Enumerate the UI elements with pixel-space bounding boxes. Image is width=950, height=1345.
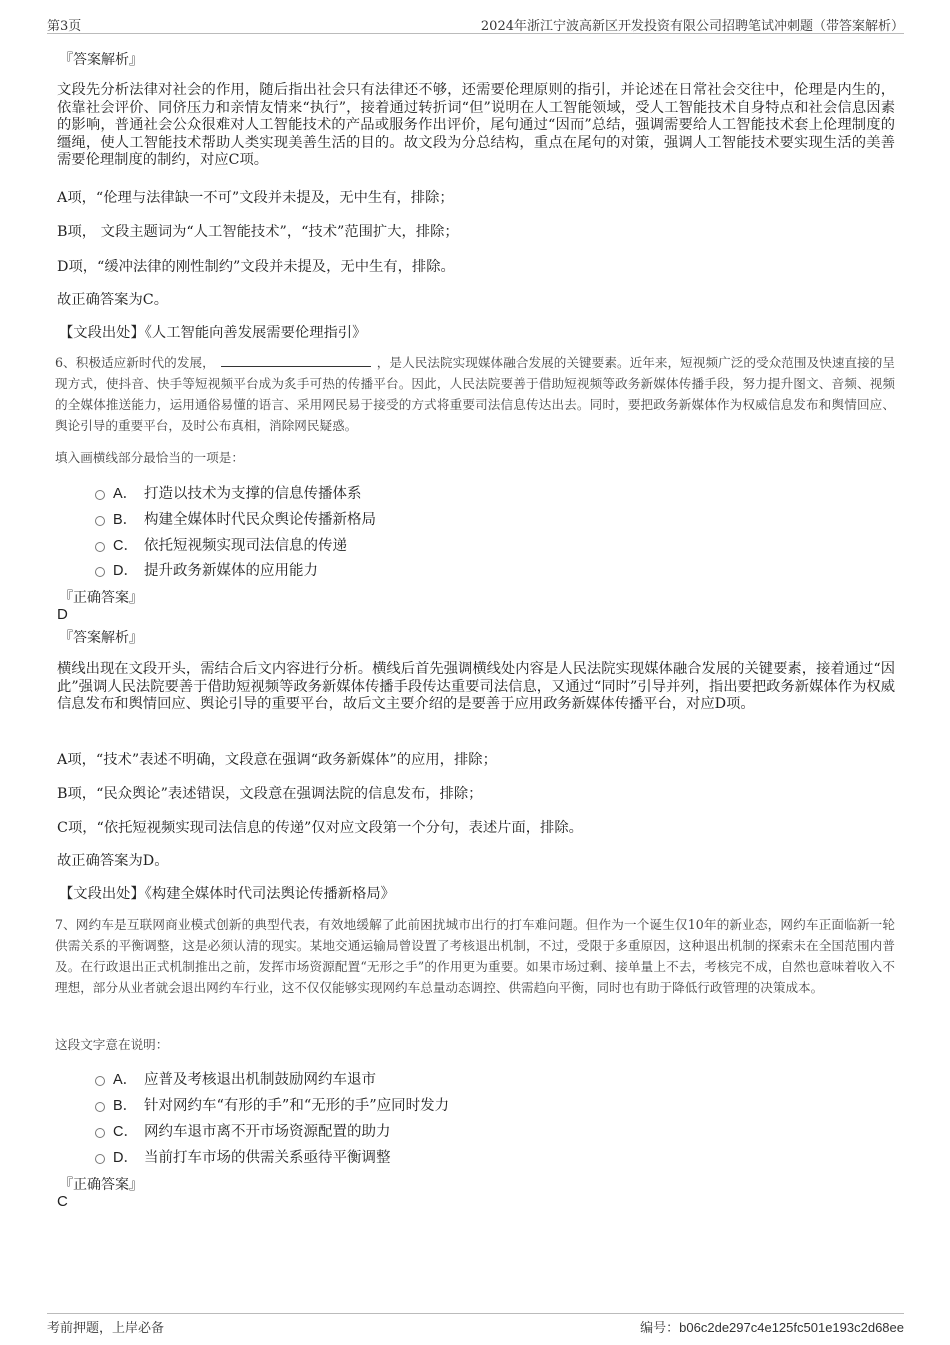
q6-text-before: 6、积极适应新时代的发展， bbox=[55, 355, 215, 370]
q7-option-d[interactable]: D． 当前打车市场的供需关系亟待平衡调整 bbox=[95, 1146, 391, 1167]
q6-option-c[interactable]: C． 依托短视频实现司法信息的传递 bbox=[95, 534, 347, 555]
q6-analysis-label: 『答案解析』 bbox=[59, 630, 143, 646]
q7-prompt: 这段文字意在说明： bbox=[55, 1037, 169, 1052]
q6-note-a: A项，“技术”表述不明确，文段意在强调“政务新媒体”的应用，排除； bbox=[57, 752, 497, 768]
q7-option-a[interactable]: A． 应普及考核退出机制鼓励网约车退市 bbox=[95, 1068, 376, 1089]
q5-note-a: A项，“伦理与法律缺一不可”文段并未提及，无中生有，排除； bbox=[57, 190, 454, 206]
code-value: b06c2de297c4e125fc501e193c2d68ee bbox=[679, 1320, 904, 1335]
q6-blank bbox=[221, 354, 371, 367]
q6-text-after: ，是人民法院实现媒体融合发展的关键要素。近年来，短视频广泛的受众范围及快速直接的呈现方式，使抖音、快手等短视频平台成为炙手可热的传播平台。因此，人民法院要善于借助短视频等政务新媒体传播手段，努力提升图文、音频、视频的全媒体推送能力，运用通俗易懂的语言、采用网民易于接受的方式将重要司法信息传达出去。同时，要把政务新媒体作为权威信息发布和舆情回应、舆论引导的重要平台，及时公布真相，消除网民疑惑。 bbox=[55, 355, 896, 433]
radio-icon[interactable] bbox=[95, 542, 105, 552]
q6-prompt: 填入画横线部分最恰当的一项是： bbox=[55, 450, 244, 465]
page-number: 第3页 bbox=[47, 19, 82, 34]
q6-question bbox=[55, 352, 895, 436]
radio-icon[interactable] bbox=[95, 1154, 105, 1164]
q6-option-b[interactable]: B． 构建全媒体时代民众舆论传播新格局 bbox=[95, 508, 376, 529]
code-label: 编号： bbox=[640, 1321, 680, 1336]
radio-icon[interactable] bbox=[95, 1076, 105, 1086]
q6-analysis: 横线出现在文段开头，需结合后文内容进行分析。横线后首先强调横线处内容是人民法院实现媒体融合发展的关键要素，接着通过“因此”强调人民法院要善于借助短视频等政务新媒体传播手段传达重要司法信息，又通过“同时”引导并列，指出要把政务新媒体作为权威信息发布和舆情回应、舆论引导的重要平台，故后文主要介绍的是要善于应用政务新媒体传播平台，对应D项。 bbox=[57, 661, 895, 712]
q6-conclusion: 故正确答案为D。 bbox=[57, 853, 169, 869]
q5-note-b: B项， 文段主题词为“人工智能技术”，“技术”范围扩大，排除； bbox=[57, 224, 459, 240]
q5-note-d: D项，“缓冲法律的刚性制约”文段并未提及，无中生有，排除。 bbox=[57, 259, 455, 275]
page-footer bbox=[47, 1313, 904, 1334]
radio-icon[interactable] bbox=[95, 516, 105, 526]
q5-analysis: 文段先分析法律对社会的作用，随后指出社会只有法律还不够，还需要伦理原则的指引，并论述在日常社会交往中，伦理是内生的，依靠社会评价、同侪压力和亲情友情来“执行”，接着通过转折词“但”说明在人工智能领域，受人工智能技术自身特点和社会信息因素的影响，普通社会公众很难对人工智能技术的产品或服务作出评价，尾句通过“因而”总结，强调需要给人工智能技术套上伦理制度的缰绳，使人工智能技术帮助人类实现美善生活的目的。故文段为分总结构，重点在尾句的对策，强调人工智能技术要实现生活的美善需要伦理制度的制约，对应C项。 bbox=[57, 82, 895, 168]
radio-icon[interactable] bbox=[95, 1128, 105, 1138]
q7-answer-label: 『正确答案』 bbox=[59, 1177, 143, 1193]
radio-icon[interactable] bbox=[95, 490, 105, 500]
document-title: 2024年浙江宁波高新区开发投资有限公司招聘笔试冲刺题（带答案解析） bbox=[480, 19, 904, 34]
q7-answer: C bbox=[57, 1193, 68, 1210]
q6-option-d[interactable]: D． 提升政务新媒体的应用能力 bbox=[95, 559, 318, 580]
q5-analysis-label: 『答案解析』 bbox=[59, 52, 143, 68]
radio-icon[interactable] bbox=[95, 567, 105, 577]
q5-conclusion: 故正确答案为C。 bbox=[57, 292, 169, 308]
q6-answer: D bbox=[57, 606, 68, 623]
q6-note-c: C项，“依托短视频实现司法信息的传递”仅对应文段第一个分句，表述片面，排除。 bbox=[57, 820, 583, 836]
q7-option-c[interactable]: C． 网约车退市离不开市场资源配置的助力 bbox=[95, 1120, 391, 1141]
q5-source: 【文段出处】《人工智能向善发展需要伦理指引》 bbox=[59, 325, 367, 341]
q7-option-b[interactable]: B． 针对网约车“有形的手”和“无形的手”应同时发力 bbox=[95, 1094, 449, 1115]
footer-slogan: 考前押题，上岸必备 bbox=[47, 1321, 165, 1336]
q7-question: 7、网约车是互联网商业模式创新的典型代表，有效地缓解了此前困扰城市出行的打车难问题。但作为一个诞生仅10年的新业态，网约车正面临新一轮供需关系的平衡调整，这是必须认清的现实。某地交通运输局曾设置了考核退出机制，不过，受限于多重原因，这种退出机制的探索未在全国范围内普及。在行政退出正式机制推出之前，发挥市场资源配置“无形之手”的作用更为重要。如果市场过剩、接单量上不去，考核完不成，自然也意味着收入不理想，部分从业者就会退出网约车行业，这不仅仅能够实现网约车总量动态调控、供需趋向平衡，同时也有助于降低行政管理的决策成本。 bbox=[55, 917, 895, 995]
q6-source: 【文段出处】《构建全媒体时代司法舆论传播新格局》 bbox=[59, 886, 395, 902]
document-code bbox=[640, 1317, 904, 1336]
q6-note-b: B项，“民众舆论”表述错误，文段意在强调法院的信息发布，排除； bbox=[57, 786, 483, 802]
page-header bbox=[47, 13, 904, 34]
q6-option-a[interactable]: A． 打造以技术为支撑的信息传播体系 bbox=[95, 482, 362, 503]
q6-answer-label: 『正确答案』 bbox=[59, 590, 143, 606]
radio-icon[interactable] bbox=[95, 1102, 105, 1112]
